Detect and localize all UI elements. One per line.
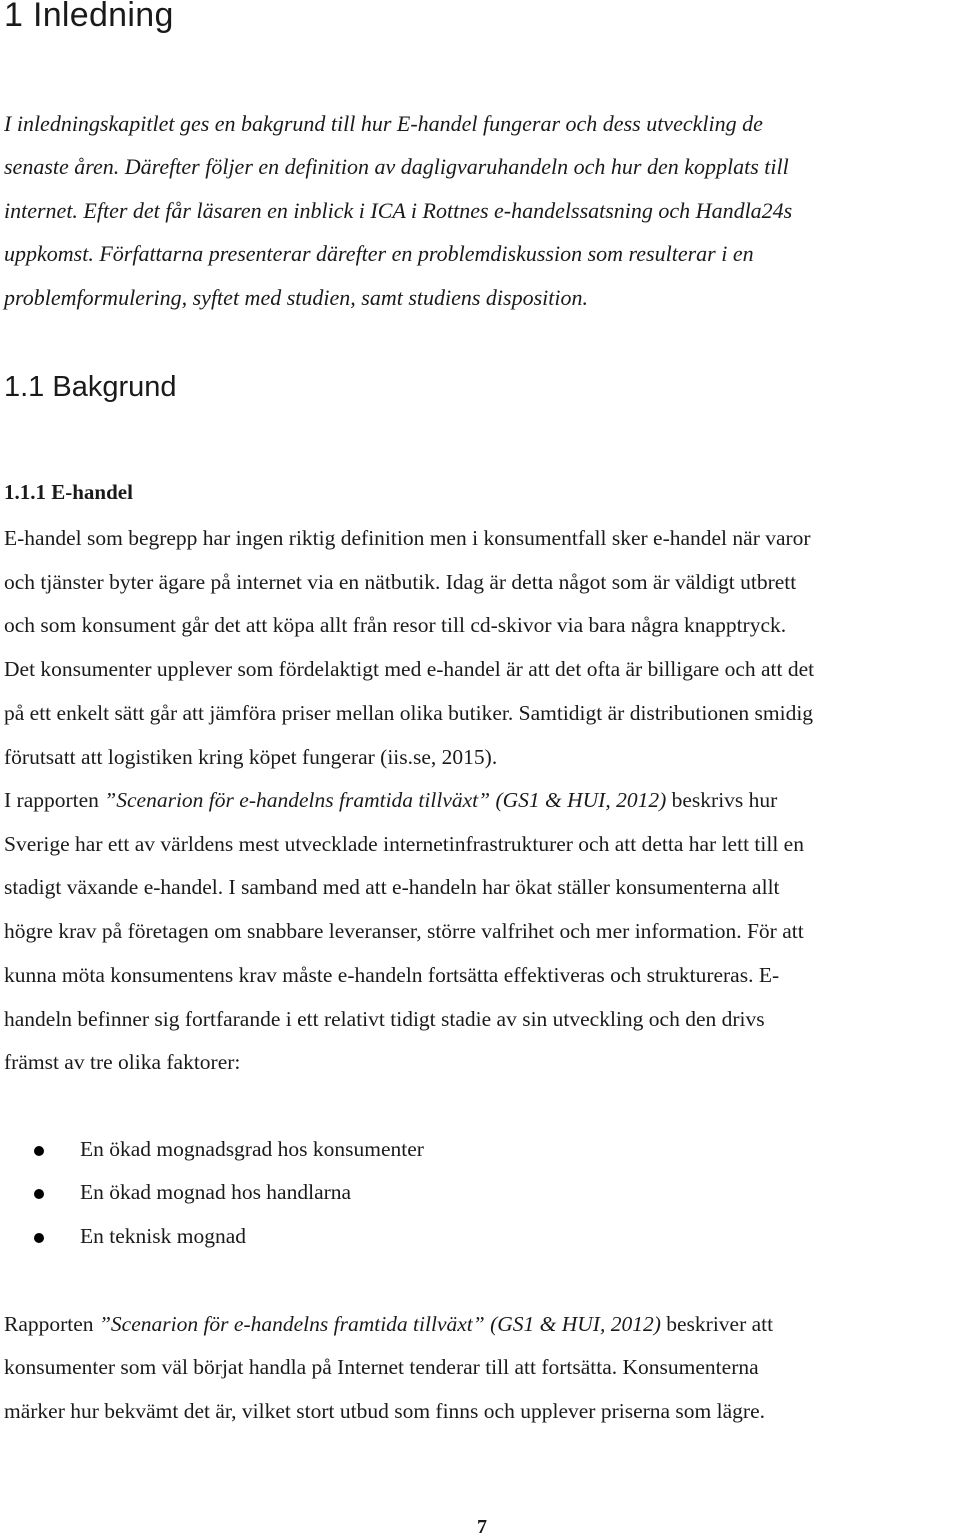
body-line [4, 788, 777, 813]
heading-inledning: 1 Inledning [4, 0, 174, 34]
text-run: beskriver att [660, 1312, 774, 1336]
report-citation: ”Scenarion för e-handelns framtida tillväxt” (GS1 & HUI, 2012) [104, 788, 667, 812]
body-line: och som konsument går det att köpa allt från resor till cd-skivor via bara några knapptryck. [4, 613, 787, 637]
text-run: beskrivs hur [666, 788, 778, 812]
list-item-text: En ökad mognadsgrad hos konsumenter [80, 1137, 424, 1161]
body-line [4, 1312, 773, 1337]
body-line: och tjänster byter ägare på internet via en nätbutik. Idag är detta något som är väldigt utbrett [4, 570, 797, 594]
body-line: på ett enkelt sätt går att jämföra priser mellan olika butiker. Samtidigt är distributionen smidig [4, 701, 814, 725]
intro-line: internet. Efter det får läsaren en inblick i ICA i Rottnes e-handelssatsning och Handla24s [4, 198, 793, 223]
bullet-icon [34, 1146, 44, 1156]
body-line: märker hur bekvämt det är, vilket stort utbud som finns och upplever priserna som lägre. [4, 1399, 765, 1423]
body-line: kunna möta konsumentens krav måste e-handeln fortsätta effektiveras och struktureras. E- [4, 963, 780, 987]
list-item-text: En teknisk mognad [80, 1224, 247, 1248]
body-line: E-handel som begrepp har ingen riktig definition men i konsumentfall sker e-handel när varor [4, 526, 811, 550]
text-run: Rapporten [4, 1312, 99, 1336]
intro-line: uppkomst. Författarna presenterar därefter en problemdiskussion som resulterar i en [4, 241, 754, 266]
body-line: förutsatt att logistiken kring köpet fungerar (iis.se, 2015). [4, 745, 498, 769]
text-run: I rapporten [4, 788, 105, 812]
bullet-icon [34, 1233, 44, 1243]
body-line: högre krav på företagen om snabbare leveranser, större valfrihet och mer information. För att [4, 919, 804, 943]
page-number: 7 [477, 1516, 487, 1538]
bullet-icon [34, 1189, 44, 1199]
body-line: stadigt växande e-handel. I samband med att e-handeln har ökat ställer konsumenterna allt [4, 875, 780, 899]
body-line: främst av tre olika faktorer: [4, 1050, 241, 1074]
list-item-text: En ökad mognad hos handlarna [80, 1180, 352, 1204]
body-line: handeln befinner sig fortfarande i ett relativt tidigt stadie av sin utveckling och den drivs [4, 1007, 765, 1031]
intro-line: senaste åren. Därefter följer en definition av dagligvaruhandeln och hur den kopplats till [4, 154, 789, 179]
heading-e-handel: 1.1.1 E-handel [4, 480, 133, 504]
heading-bakgrund: 1.1 Bakgrund [4, 371, 177, 403]
body-line: konsumenter som väl börjat handla på Internet tenderar till att fortsätta. Konsumenterna [4, 1355, 759, 1379]
report-citation: ”Scenarion för e-handelns framtida tillväxt” (GS1 & HUI, 2012) [98, 1312, 661, 1336]
body-line: Sverige har ett av världens mest utvecklade internetinfrastrukturer och att detta har lett till en [4, 832, 804, 856]
body-line: Det konsumenter upplever som fördelaktigt med e-handel är att det ofta är billigare och att det [4, 657, 815, 681]
intro-line: I inledningskapitlet ges en bakgrund till hur E-handel fungerar och dess utveckling de [4, 111, 763, 136]
intro-line: problemformulering, syftet med studien, samt studiens disposition. [4, 285, 588, 310]
